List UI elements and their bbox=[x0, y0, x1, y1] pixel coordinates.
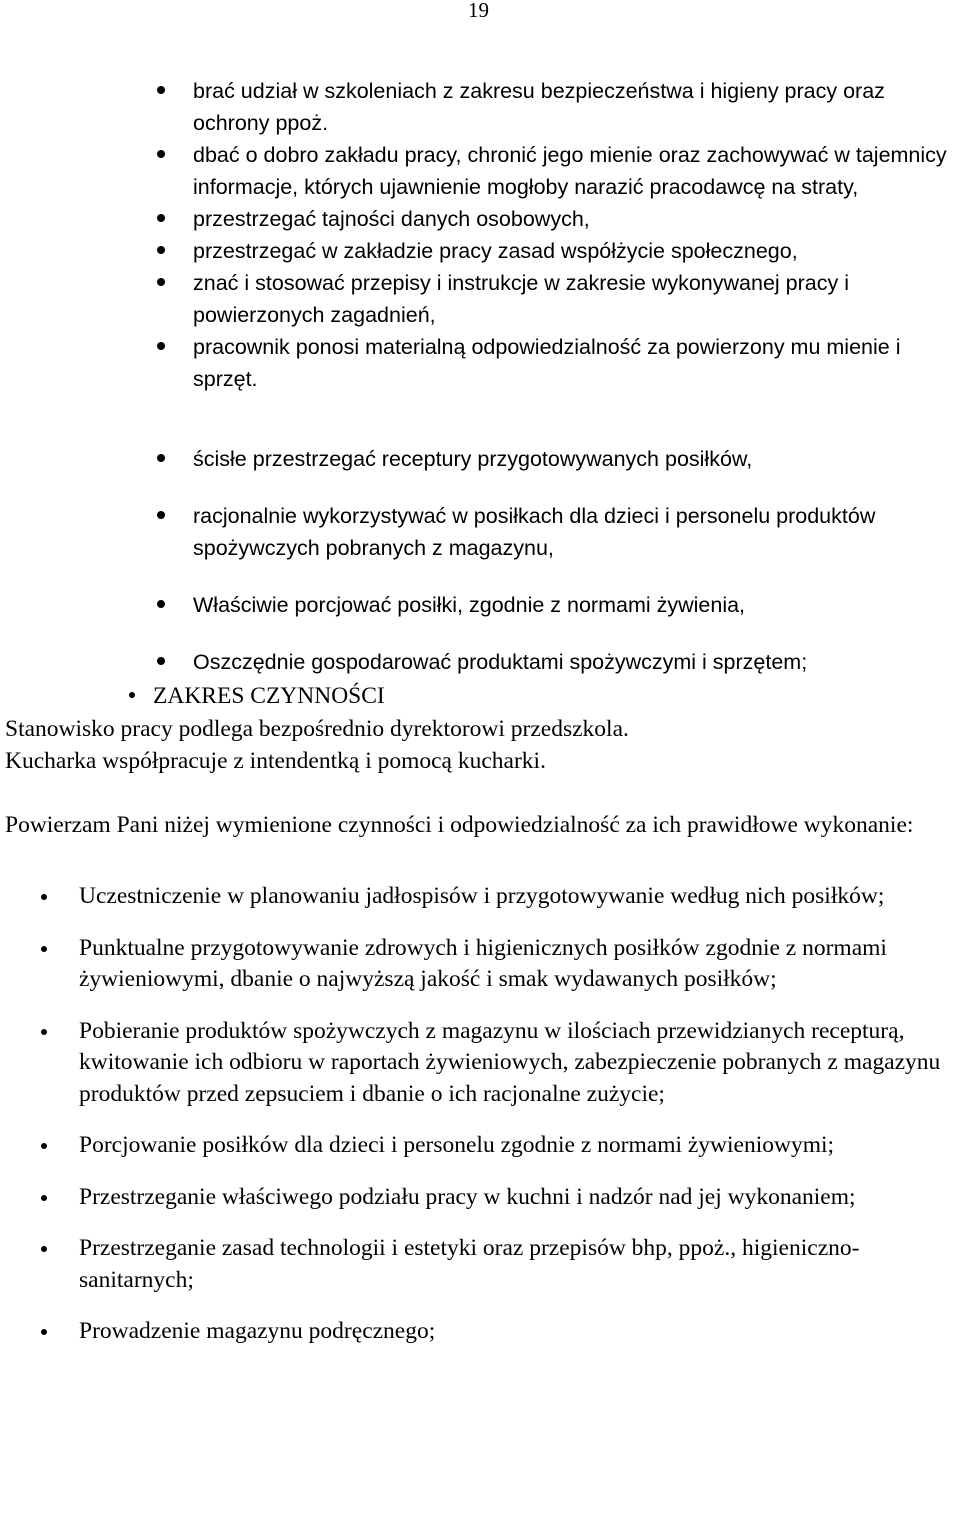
duties-list bbox=[193, 75, 953, 395]
bullet-icon bbox=[41, 1143, 47, 1149]
list-item: Pobieranie produktów spożywczych z magazynu w ilościach przewidzianych recepturą, kwitowanie ich odbioru w raportach żywieniowych, zabezpieczenie pobranych z magazynu produktów przed zepsuciem i dbanie o ich racjonalne zużycie; bbox=[79, 1016, 949, 1111]
bullet-icon bbox=[129, 692, 135, 698]
subordination-line-1: Stanowisko pracy podlega bezpośrednio dyrektorowi przedszkola. bbox=[5, 716, 629, 742]
list-item: Oszczędnie gospodarować produktami spożywczymi i sprzętem; bbox=[193, 646, 953, 678]
bullet-icon bbox=[41, 1329, 47, 1335]
bullet-icon bbox=[157, 150, 165, 158]
bullet-icon bbox=[157, 342, 165, 350]
list-item: dbać o dobro zakładu pracy, chronić jego mienie oraz zachowywać w tajemnicy informacje, których ujawnienie mogłoby narazić pracodawcę na straty, bbox=[193, 139, 953, 203]
bullet-icon bbox=[157, 278, 165, 286]
list-item: pracownik ponosi materialną odpowiedzialność za powierzony mu mienie i sprzęt. bbox=[193, 331, 953, 395]
list-item: Uczestniczenie w planowaniu jadłospisów i przygotowywanie według nich posiłków; bbox=[79, 881, 949, 913]
list-item: Przestrzeganie zasad technologii i estetyki oraz przepisów bhp, ppoż., higieniczno-sanitarnych; bbox=[79, 1233, 949, 1296]
bullet-icon bbox=[41, 1246, 47, 1252]
bullet-icon bbox=[157, 657, 165, 665]
section-heading: ZAKRES CZYNNOŚCI bbox=[153, 680, 385, 712]
bullet-icon bbox=[157, 246, 165, 254]
subordination-line-2: Kucharka współpracuje z intendentką i pomocą kucharki. bbox=[5, 748, 546, 774]
list-item: racjonalnie wykorzystywać w posiłkach dla dzieci i personelu produktów spożywczych pobranych z magazynu, bbox=[193, 500, 953, 564]
kitchen-duties-list bbox=[193, 443, 953, 703]
bullet-icon bbox=[157, 454, 165, 462]
bullet-icon bbox=[41, 894, 47, 900]
bullet-icon bbox=[157, 86, 165, 94]
list-item: Prowadzenie magazynu podręcznego; bbox=[79, 1316, 949, 1348]
list-item: brać udział w szkoleniach z zakresu bezpieczeństwa i higieny pracy oraz ochrony ppoż. bbox=[193, 75, 953, 139]
bullet-icon bbox=[157, 214, 165, 222]
bullet-icon bbox=[41, 1029, 47, 1035]
bullet-icon bbox=[157, 600, 165, 608]
bullet-icon bbox=[41, 946, 47, 952]
list-item: ścisłe przestrzegać receptury przygotowywanych posiłków, bbox=[193, 443, 953, 475]
list-item: znać i stosować przepisy i instrukcje w zakresie wykonywanej pracy i powierzonych zagadnień, bbox=[193, 267, 953, 331]
list-item: Przestrzeganie właściwego podziału pracy w kuchni i nadzór nad jej wykonaniem; bbox=[79, 1182, 949, 1214]
list-item: przestrzegać tajności danych osobowych, bbox=[193, 203, 953, 235]
list-item: Właściwie porcjować posiłki, zgodnie z normami żywienia, bbox=[193, 589, 953, 621]
list-item: przestrzegać w zakładzie pracy zasad współżycie społecznego, bbox=[193, 235, 953, 267]
intro-paragraph: Powierzam Pani niżej wymienione czynności i odpowiedzialność za ich prawidłowe wykonanie: bbox=[5, 812, 914, 838]
page-number: 19 bbox=[468, 0, 489, 22]
list-item: Punktualne przygotowywanie zdrowych i higienicznych posiłków zgodnie z normami żywieniowymi, dbanie o najwyższą jakość i smak wydawanych posiłków; bbox=[79, 933, 949, 996]
bullet-icon bbox=[41, 1195, 47, 1201]
bullet-icon bbox=[157, 511, 165, 519]
list-item: Porcjowanie posiłków dla dzieci i personelu zgodnie z normami żywieniowymi; bbox=[79, 1130, 949, 1162]
tasks-list bbox=[79, 881, 949, 1368]
